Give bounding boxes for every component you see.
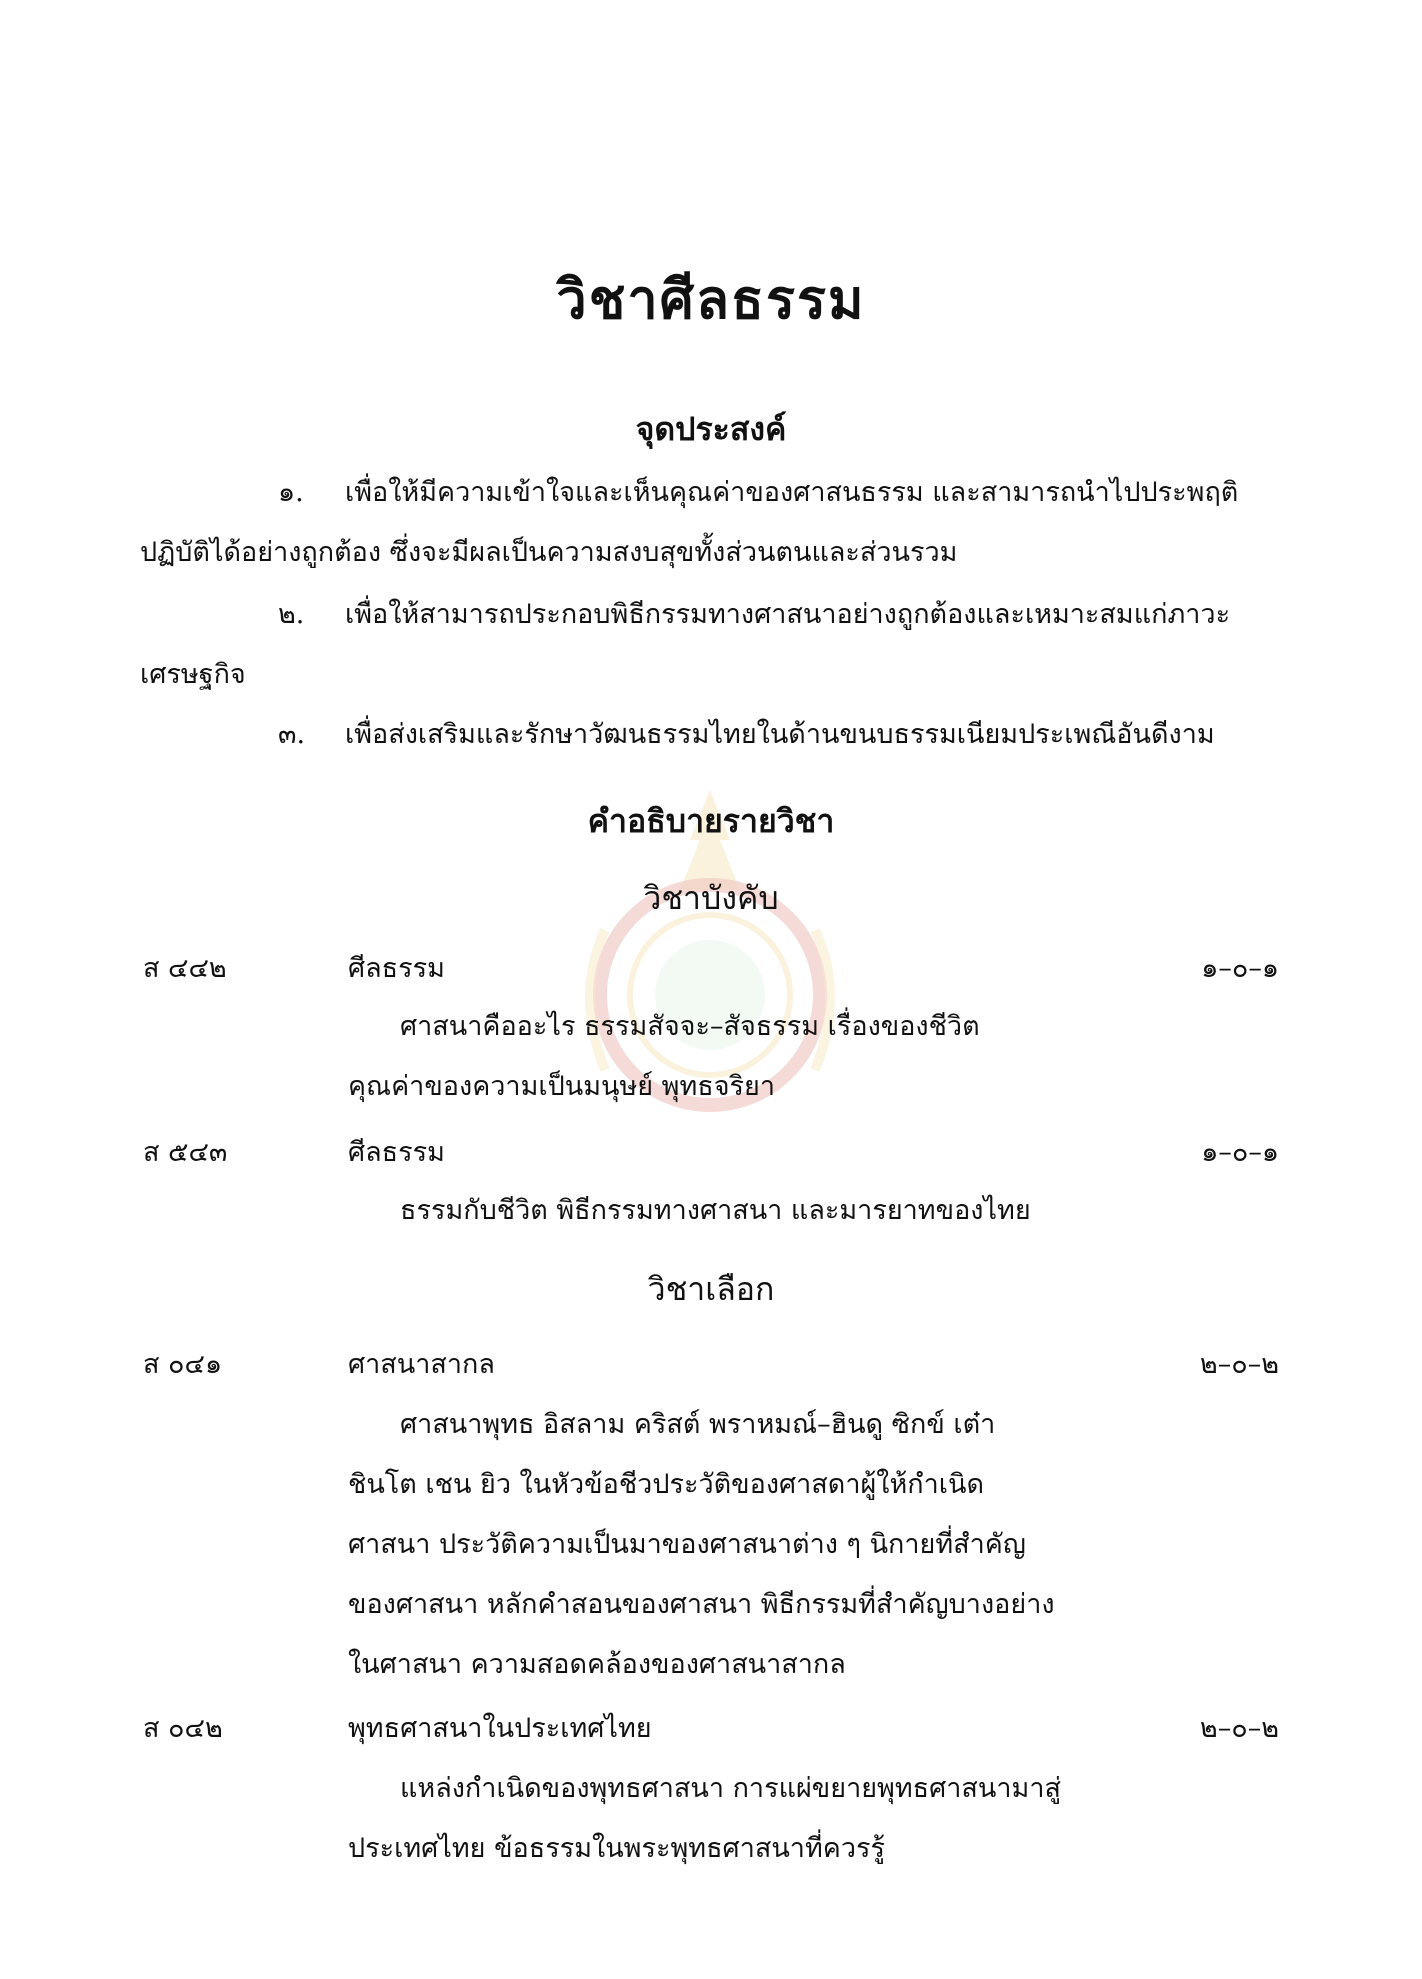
course-description-line: ของศาสนา หลักคำสอนของศาสนา พิธีกรรมที่สำคัญบางอย่าง <box>348 1589 1055 1620</box>
objective-1-line1: เพื่อให้มีความเข้าใจและเห็นคุณค่าของศาสนธรรม และสามารถนำไปประพฤติ <box>345 477 1239 508</box>
course-description-line: ประเทศไทย ข้อธรรมในพระพุทธศาสนาที่ควรรู้ <box>348 1833 885 1864</box>
course-description-line: คุณค่าของความเป็นมนุษย์ พุทธจริยา <box>348 1071 776 1102</box>
objective-1-line2: ปฏิบัติได้อย่างถูกต้อง ซึ่งจะมีผลเป็นความสงบสุขทั้งส่วนตนและส่วนรวม <box>140 537 958 568</box>
course-description-line: ชินโต เชน ยิว ในหัวข้อชีวประวัติของศาสดาผู้ให้กำเนิด <box>348 1469 985 1500</box>
course-name: ศีลธรรม <box>348 953 445 984</box>
course-name: ศีลธรรม <box>348 1137 445 1168</box>
course-name: ศาสนาสากล <box>348 1349 495 1380</box>
objective-2-number: ๒. <box>278 599 305 630</box>
course-description-line: ธรรมกับชีวิต พิธีกรรมทางศาสนา และมารยาทของไทย <box>400 1195 1031 1226</box>
objective-3-number: ๓. <box>278 719 306 750</box>
objective-2-line1: เพื่อให้สามารถประกอบพิธีกรรมทางศาสนาอย่างถูกต้องและเหมาะสมแก่ภาวะ <box>345 599 1231 630</box>
course-credit: ๑–๐–๑ <box>1201 953 1279 984</box>
course-code: ส ๐๔๑ <box>143 1349 223 1380</box>
course-description-line: ศาสนาพุทธ อิสลาม คริสต์ พราหมณ์–ฮินดู ซิกข์ เต๋า <box>400 1409 996 1440</box>
course-credit: ๒–๐–๒ <box>1199 1713 1279 1744</box>
objective-3-line1: เพื่อส่งเสริมและรักษาวัฒนธรรมไทยในด้านขนบธรรมเนียมประเพณีอันดีงาม <box>345 719 1215 750</box>
course-description-line: ในศาสนา ความสอดคล้องของศาสนาสากล <box>348 1649 846 1680</box>
course-code: ส ๕๔๓ <box>143 1137 228 1168</box>
objective-2-line2: เศรษฐกิจ <box>140 659 246 690</box>
course-description-line: แหล่งกำเนิดของพุทธศาสนา การแผ่ขยายพุทธศาสนามาสู่ <box>400 1773 1061 1804</box>
course-name: พุทธศาสนาในประเทศไทย <box>348 1713 652 1744</box>
course-credit: ๒–๐–๒ <box>1199 1349 1279 1380</box>
elective-courses-heading: วิชาเลือก <box>647 1270 775 1308</box>
page-title: วิชาศีลธรรม <box>556 267 866 331</box>
course-description-heading: คำอธิบายรายวิชา <box>587 802 835 840</box>
required-courses-heading: วิชาบังคับ <box>643 879 779 917</box>
course-code: ส ๐๔๒ <box>143 1713 223 1744</box>
course-description-line: ศาสนา ประวัติความเป็นมาของศาสนาต่าง ๆ นิกายที่สำคัญ <box>348 1529 1026 1560</box>
objective-1-number: ๑. <box>278 477 304 508</box>
objectives-heading: จุดประสงค์ <box>635 410 787 448</box>
course-credit: ๑–๐–๑ <box>1201 1137 1279 1168</box>
course-code: ส ๔๔๒ <box>143 953 227 984</box>
course-description-line: ศาสนาคืออะไร ธรรมสัจจะ–สัจธรรม เรื่องของชีวิต <box>400 1011 980 1042</box>
